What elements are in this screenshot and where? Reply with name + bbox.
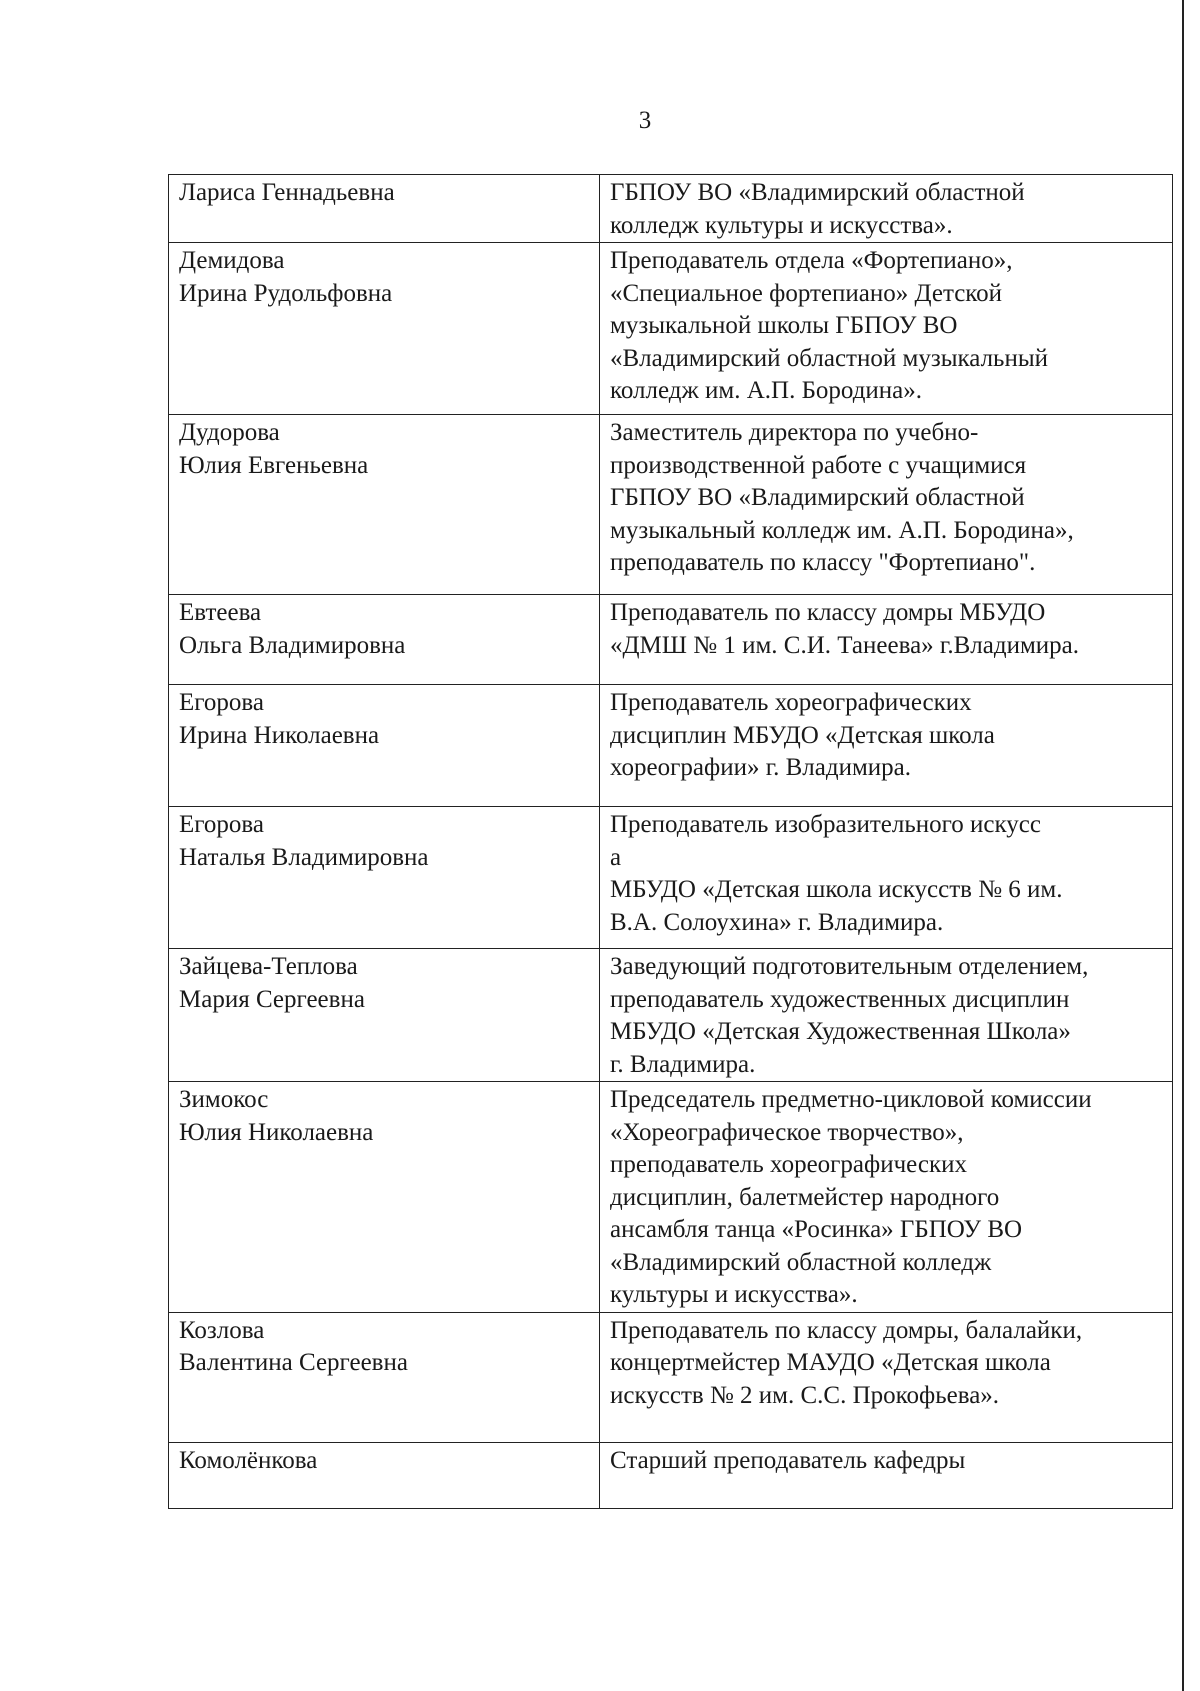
position-line: культуры и искусства». [610,1281,858,1308]
position-line: Преподаватель изобразительного искусс [610,811,1041,838]
table-row [169,949,1173,1082]
person-name-line: Юлия Евгеньевна [179,451,369,479]
person-name-line: Мария Сергеевна [179,985,365,1013]
position-line: хореографии» г. Владимира. [610,754,912,781]
table-row [169,415,1173,595]
position-line: Заместитель директора по учебно- [610,419,979,446]
person-name-line: Егорова [179,811,264,838]
position-line: МБУДО «Детская школа искусств № 6 им. [610,876,1063,903]
position-line: Председатель предметно-цикловой комиссии [610,1086,1092,1113]
position-cell [600,1442,1173,1508]
position-cell [600,1082,1173,1313]
position-line: ансамбля танца «Росинка» ГБПОУ ВО [610,1216,1023,1243]
person-name-line: Комолёнкова [179,1446,318,1474]
position-line: МБУДО «Детская Художественная Школа» [610,1018,1071,1045]
person-name-cell [169,685,600,807]
table-row [169,685,1173,807]
person-name-cell [169,807,600,949]
position-line: «Владимирский областной колледж [610,1248,992,1276]
person-name-line: Евтеева [179,599,262,626]
table-row [169,1082,1173,1313]
person-name-line: Ирина Николаевна [179,721,380,749]
position-line: ГБПОУ ВО «Владимирский областной [610,179,1025,206]
position-line: Преподаватель хореографических [610,689,972,716]
table-row [169,807,1173,949]
person-name-line: Юлия Николаевна [179,1118,374,1146]
position-line: колледж им. А.П. Бородина». [610,377,923,404]
table-row [169,595,1173,685]
position-line: Преподаватель по классу домры МБУДО [610,599,1046,626]
position-line: Старший преподаватель кафедры [610,1446,966,1474]
position-line: преподаватель хореографических [610,1151,968,1178]
person-name-cell [169,1082,600,1313]
position-line: «Владимирский областной музыкальный [610,344,1049,372]
person-name-line: Зимокос [179,1086,269,1113]
position-line: концертмейстер МАУДО «Детская школа [610,1349,1051,1376]
position-line: музыкальной школы ГБПОУ ВО [610,312,958,339]
person-name-cell [169,175,600,243]
position-line: а [610,843,622,871]
page-number: 3 [638,107,652,134]
position-line: ГБПОУ ВО «Владимирский областной [610,484,1025,511]
position-line: преподаватель по классу "Фортепиано". [610,549,1036,576]
person-name-line: Лариса Геннадьевна [179,179,395,206]
person-name-line: Наталья Владимировна [179,843,429,871]
position-line: Преподаватель по классу домры, балалайки, [610,1316,1083,1344]
position-line: Преподаватель отдела «Фортепиано», [610,247,1013,274]
position-cell [600,175,1173,243]
staff-table-body [169,175,1173,1509]
position-cell [600,243,1173,415]
table-row [169,243,1173,415]
position-line: искусств № 2 им. С.С. Прокофьева». [610,1381,1000,1409]
position-line: Заведующий подготовительным отделением, [610,953,1089,980]
person-name-cell [169,1442,600,1508]
person-name-cell [169,595,600,685]
position-line: дисциплин МБУДО «Детская школа [610,721,995,749]
position-line: «Хореографическое творчество», [610,1118,964,1146]
person-name-line: Демидова [179,247,285,274]
position-line: г. Владимира. [610,1050,756,1078]
position-line: дисциплин, балетмейстер народного [610,1183,1000,1211]
position-cell [600,595,1173,685]
position-cell [600,415,1173,595]
table-row [169,1442,1173,1508]
staff-table [168,174,1173,1509]
person-name-line: Зайцева-Теплова [179,953,358,980]
position-line: преподаватель художественных дисциплин [610,985,1070,1013]
person-name-cell [169,415,600,595]
person-name-line: Козлова [179,1316,265,1344]
position-line: «Специальное фортепиано» Детской [610,279,1003,307]
person-name-line: Валентина Сергеевна [179,1349,408,1376]
person-name-line: Дудорова [179,419,280,446]
position-line: производственной работе с учащимися [610,451,1027,479]
position-cell [600,949,1173,1082]
person-name-line: Ольга Владимировна [179,631,406,659]
position-line: колледж культуры и искусства». [610,211,953,239]
person-name-line: Ирина Рудольфовна [179,279,393,307]
person-name-cell [169,949,600,1082]
person-name-line: Егорова [179,689,264,716]
position-cell [600,1312,1173,1442]
table-row [169,175,1173,243]
position-line: музыкальный колледж им. А.П. Бородина», [610,516,1074,544]
person-name-cell [169,243,600,415]
position-line: В.А. Солоухина» г. Владимира. [610,908,944,936]
person-name-cell [169,1312,600,1442]
page-edge-line [1182,0,1184,1691]
position-line: «ДМШ № 1 им. С.И. Танеева» г.Владимира. [610,631,1079,659]
position-cell [600,807,1173,949]
table-row [169,1312,1173,1442]
position-cell [600,685,1173,807]
